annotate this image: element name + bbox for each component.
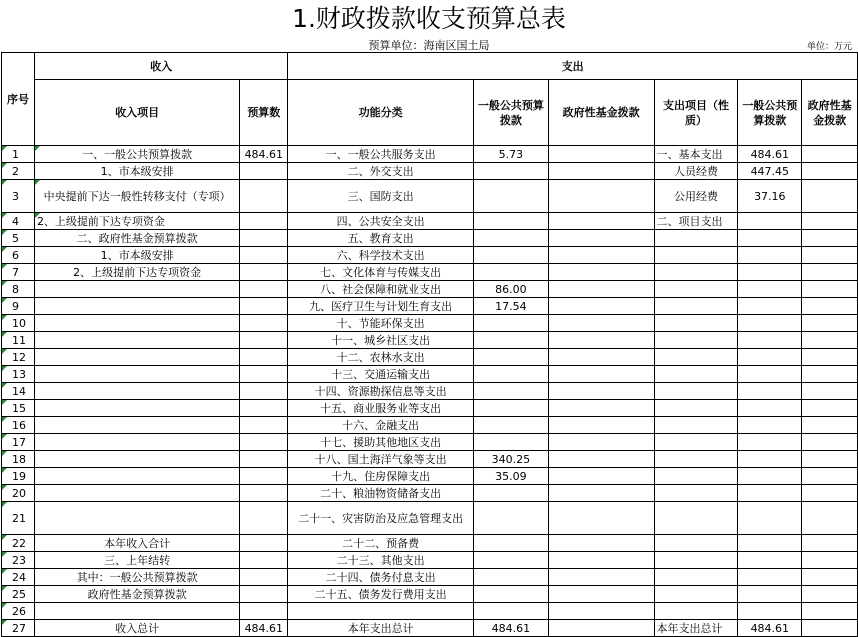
gov-fund-cell <box>548 146 654 163</box>
budget-amount-cell <box>240 586 288 603</box>
table-row <box>2 298 858 315</box>
row-seq-cell: 12 <box>2 349 35 366</box>
expense-item-cell <box>654 247 738 264</box>
general-public-cell <box>473 417 548 434</box>
table-row <box>2 180 858 213</box>
expense-general-cell <box>738 603 802 620</box>
income-item-cell <box>34 434 239 451</box>
income-item-cell <box>34 349 239 366</box>
row-seq-cell: 5 <box>2 230 35 247</box>
general-public-cell <box>473 366 548 383</box>
function-class-cell: 十、节能环保支出 <box>288 315 474 332</box>
expense-item-cell <box>654 603 738 620</box>
function-class-cell: 三、国防支出 <box>288 180 474 213</box>
gov-fund-cell <box>548 298 654 315</box>
budget-amount-cell <box>240 366 288 383</box>
gov-fund-cell <box>548 417 654 434</box>
general-public-cell <box>473 569 548 586</box>
expense-item-cell <box>654 366 738 383</box>
function-class-cell: 二十二、预备费 <box>288 535 474 552</box>
row-seq-cell: 11 <box>2 332 35 349</box>
general-public-cell <box>473 502 548 535</box>
table-row <box>2 502 858 535</box>
budget-amount-cell <box>240 502 288 535</box>
expense-item-cell <box>654 586 738 603</box>
expense-fund-cell <box>802 332 858 349</box>
table-row <box>2 569 858 586</box>
income-item-cell: 三、上年结转 <box>34 552 239 569</box>
expense-fund-cell <box>802 569 858 586</box>
expense-fund-cell <box>802 603 858 620</box>
expense-fund-cell <box>802 180 858 213</box>
row-seq-cell: 4 <box>2 213 35 230</box>
expense-fund-cell <box>802 264 858 281</box>
expense-general-cell: 484.61 <box>738 620 802 637</box>
income-item-cell: 1、市本级安排 <box>34 247 239 264</box>
table-row <box>2 366 858 383</box>
table-row <box>2 535 858 552</box>
gov-fund-cell <box>548 366 654 383</box>
income-item-cell: 2、上级提前下达专项资金 <box>34 213 239 230</box>
income-item-cell: 收入总计 <box>34 620 239 637</box>
header-row-2 <box>2 80 858 146</box>
expense-general-cell <box>738 569 802 586</box>
budget-amount-cell <box>240 434 288 451</box>
header-income-item: 收入项目 <box>34 80 239 146</box>
expense-fund-cell <box>802 552 858 569</box>
table-row <box>2 230 858 247</box>
expense-fund-cell <box>802 620 858 637</box>
header-income: 收入 <box>34 53 287 80</box>
expense-item-cell <box>654 332 738 349</box>
income-item-cell: 本年收入合计 <box>34 535 239 552</box>
header-function-class: 功能分类 <box>288 80 474 146</box>
expense-general-cell <box>738 535 802 552</box>
gov-fund-cell <box>548 586 654 603</box>
general-public-cell <box>473 247 548 264</box>
expense-fund-cell <box>802 485 858 502</box>
expense-item-cell <box>654 417 738 434</box>
function-class-cell: 五、教育支出 <box>288 230 474 247</box>
expense-item-cell <box>654 434 738 451</box>
row-seq-cell: 13 <box>2 366 35 383</box>
budget-amount-cell <box>240 230 288 247</box>
row-seq-cell: 16 <box>2 417 35 434</box>
expense-item-cell <box>654 230 738 247</box>
expense-fund-cell <box>802 366 858 383</box>
expense-fund-cell <box>802 535 858 552</box>
general-public-cell <box>473 434 548 451</box>
expense-item-cell: 人员经费 <box>654 163 738 180</box>
header-general-public-2: 一般公共预算拨款 <box>738 80 802 146</box>
table-row <box>2 264 858 281</box>
expense-general-cell <box>738 400 802 417</box>
expense-general-cell <box>738 366 802 383</box>
budget-amount-cell <box>240 180 288 213</box>
budget-amount-cell: 484.61 <box>240 620 288 637</box>
budget-amount-cell <box>240 264 288 281</box>
general-public-cell <box>473 535 548 552</box>
budget-amount-cell <box>240 247 288 264</box>
budget-amount-cell <box>240 535 288 552</box>
general-public-cell: 17.54 <box>473 298 548 315</box>
gov-fund-cell <box>548 400 654 417</box>
table-row <box>2 400 858 417</box>
table-row <box>2 620 858 637</box>
expense-fund-cell <box>802 146 858 163</box>
expense-item-cell <box>654 298 738 315</box>
budget-amount-cell <box>240 468 288 485</box>
income-item-cell <box>34 451 239 468</box>
function-class-cell: 十一、城乡社区支出 <box>288 332 474 349</box>
header-row-1 <box>2 53 858 80</box>
expense-fund-cell <box>802 417 858 434</box>
general-public-cell <box>473 552 548 569</box>
budget-amount-cell <box>240 281 288 298</box>
table-row <box>2 332 858 349</box>
expense-item-cell <box>654 349 738 366</box>
general-public-cell <box>473 163 548 180</box>
table-row <box>2 434 858 451</box>
income-item-cell <box>34 298 239 315</box>
expense-general-cell <box>738 417 802 434</box>
function-class-cell: 二、外交支出 <box>288 163 474 180</box>
general-public-cell: 86.00 <box>473 281 548 298</box>
header-gov-fund-2: 政府性基金拨款 <box>802 80 858 146</box>
row-seq-cell: 21 <box>2 502 35 535</box>
expense-fund-cell <box>802 451 858 468</box>
gov-fund-cell <box>548 502 654 535</box>
function-class-cell: 十二、农林水支出 <box>288 349 474 366</box>
gov-fund-cell <box>548 485 654 502</box>
expense-general-cell <box>738 264 802 281</box>
income-item-cell <box>34 417 239 434</box>
row-seq-cell: 3 <box>2 180 35 213</box>
expense-general-cell <box>738 281 802 298</box>
expense-general-cell <box>738 586 802 603</box>
expense-fund-cell <box>802 230 858 247</box>
function-class-cell: 十七、援助其他地区支出 <box>288 434 474 451</box>
expense-item-cell: 本年支出总计 <box>654 620 738 637</box>
budget-amount-cell <box>240 552 288 569</box>
expense-fund-cell <box>802 298 858 315</box>
general-public-cell <box>473 349 548 366</box>
table-row <box>2 451 858 468</box>
function-class-cell: 十五、商业服务业等支出 <box>288 400 474 417</box>
expense-fund-cell <box>802 468 858 485</box>
expense-general-cell <box>738 298 802 315</box>
gov-fund-cell <box>548 332 654 349</box>
general-public-cell <box>473 485 548 502</box>
gov-fund-cell <box>548 180 654 213</box>
income-item-cell <box>34 485 239 502</box>
income-item-cell: 政府性基金预算拨款 <box>34 586 239 603</box>
expense-general-cell: 37.16 <box>738 180 802 213</box>
gov-fund-cell <box>548 247 654 264</box>
expense-fund-cell <box>802 247 858 264</box>
expense-general-cell <box>738 349 802 366</box>
expense-fund-cell <box>802 315 858 332</box>
row-seq-cell: 6 <box>2 247 35 264</box>
budget-amount-cell <box>240 569 288 586</box>
function-class-cell: 四、公共安全支出 <box>288 213 474 230</box>
general-public-cell <box>473 400 548 417</box>
expense-fund-cell <box>802 349 858 366</box>
income-item-cell: 其中：一般公共预算拨款 <box>34 569 239 586</box>
gov-fund-cell <box>548 230 654 247</box>
gov-fund-cell <box>548 603 654 620</box>
general-public-cell <box>473 230 548 247</box>
general-public-cell <box>473 264 548 281</box>
function-class-cell <box>288 603 474 620</box>
budget-amount-cell <box>240 213 288 230</box>
expense-item-cell <box>654 264 738 281</box>
income-item-cell: 二、政府性基金预算拨款 <box>34 230 239 247</box>
gov-fund-cell <box>548 552 654 569</box>
table-row <box>2 417 858 434</box>
income-item-cell: 一、一般公共预算拨款 <box>34 146 239 163</box>
expense-item-cell: 一、基本支出 <box>654 146 738 163</box>
budget-amount-cell <box>240 400 288 417</box>
header-general-public: 一般公共预算拨款 <box>473 80 548 146</box>
function-class-cell: 二十一、灾害防治及应急管理支出 <box>288 502 474 535</box>
row-seq-cell: 1 <box>2 146 35 163</box>
row-seq-cell: 2 <box>2 163 35 180</box>
general-public-cell <box>473 213 548 230</box>
header-budget-amount: 预算数 <box>240 80 288 146</box>
expense-item-cell: 公用经费 <box>654 180 738 213</box>
table-row <box>2 383 858 400</box>
income-item-cell: 2、上级提前下达专项资金 <box>34 264 239 281</box>
income-item-cell <box>34 332 239 349</box>
expense-general-cell <box>738 451 802 468</box>
function-class-cell: 六、科学技术支出 <box>288 247 474 264</box>
budget-table <box>1 52 858 637</box>
general-public-cell <box>473 332 548 349</box>
gov-fund-cell <box>548 434 654 451</box>
row-seq-cell: 10 <box>2 315 35 332</box>
general-public-cell: 35.09 <box>473 468 548 485</box>
row-seq-cell: 14 <box>2 383 35 400</box>
income-item-cell <box>34 468 239 485</box>
function-class-cell: 九、医疗卫生与计划生育支出 <box>288 298 474 315</box>
general-public-cell <box>473 383 548 400</box>
expense-item-cell <box>654 400 738 417</box>
table-row <box>2 213 858 230</box>
gov-fund-cell <box>548 383 654 400</box>
expense-fund-cell <box>802 213 858 230</box>
table-row <box>2 163 858 180</box>
budget-amount-cell <box>240 298 288 315</box>
expense-item-cell <box>654 485 738 502</box>
expense-fund-cell <box>802 434 858 451</box>
header-expense: 支出 <box>288 53 858 80</box>
expense-item-cell <box>654 468 738 485</box>
gov-fund-cell <box>548 468 654 485</box>
row-seq-cell: 20 <box>2 485 35 502</box>
table-row <box>2 146 858 163</box>
expense-item-cell <box>654 535 738 552</box>
income-item-cell: 1、市本级安排 <box>34 163 239 180</box>
budget-unit: 预算单位：海南区国土局 <box>368 39 490 52</box>
header-expense-item: 支出项目（性质） <box>654 80 738 146</box>
gov-fund-cell <box>548 451 654 468</box>
expense-general-cell <box>738 213 802 230</box>
row-seq-cell: 22 <box>2 535 35 552</box>
general-public-cell <box>473 586 548 603</box>
expense-general-cell: 447.45 <box>738 163 802 180</box>
gov-fund-cell <box>548 213 654 230</box>
budget-amount-cell <box>240 349 288 366</box>
budget-amount-cell <box>240 163 288 180</box>
function-class-cell: 一、一般公共服务支出 <box>288 146 474 163</box>
income-item-cell <box>34 502 239 535</box>
expense-fund-cell <box>802 281 858 298</box>
table-row <box>2 349 858 366</box>
table-row <box>2 247 858 264</box>
table-row <box>2 586 858 603</box>
expense-general-cell <box>738 230 802 247</box>
expense-item-cell <box>654 552 738 569</box>
row-seq-cell: 8 <box>2 281 35 298</box>
function-class-cell: 本年支出总计 <box>288 620 474 637</box>
expense-item-cell <box>654 451 738 468</box>
income-item-cell <box>34 603 239 620</box>
function-class-cell: 八、社会保障和就业支出 <box>288 281 474 298</box>
budget-amount-cell <box>240 485 288 502</box>
budget-amount-cell <box>240 417 288 434</box>
function-class-cell: 十九、住房保障支出 <box>288 468 474 485</box>
function-class-cell: 二十五、债务发行费用支出 <box>288 586 474 603</box>
function-class-cell: 二十、粮油物资储备支出 <box>288 485 474 502</box>
row-seq-cell: 23 <box>2 552 35 569</box>
row-seq-cell: 27 <box>2 620 35 637</box>
row-seq-cell: 24 <box>2 569 35 586</box>
gov-fund-cell <box>548 163 654 180</box>
general-public-cell: 5.73 <box>473 146 548 163</box>
header-gov-fund: 政府性基金拨款 <box>548 80 654 146</box>
expense-general-cell <box>738 315 802 332</box>
expense-item-cell <box>654 502 738 535</box>
expense-fund-cell <box>802 163 858 180</box>
general-public-cell <box>473 603 548 620</box>
row-seq-cell: 19 <box>2 468 35 485</box>
row-seq-cell: 18 <box>2 451 35 468</box>
gov-fund-cell <box>548 315 654 332</box>
income-item-cell <box>34 281 239 298</box>
budget-amount-cell <box>240 332 288 349</box>
budget-amount-cell: 484.61 <box>240 146 288 163</box>
expense-general-cell <box>738 247 802 264</box>
general-public-cell <box>473 180 548 213</box>
expense-fund-cell <box>802 502 858 535</box>
table-row <box>2 603 858 620</box>
income-item-cell <box>34 315 239 332</box>
row-seq-cell: 9 <box>2 298 35 315</box>
table-title: 1.财政拨款收支预算总表 <box>292 4 566 33</box>
expense-fund-cell <box>802 586 858 603</box>
expense-general-cell <box>738 502 802 535</box>
expense-general-cell <box>738 383 802 400</box>
table-row <box>2 485 858 502</box>
gov-fund-cell <box>548 569 654 586</box>
amount-unit: 单位：万元 <box>806 42 852 52</box>
expense-general-cell <box>738 485 802 502</box>
expense-item-cell <box>654 569 738 586</box>
function-class-cell: 十三、交通运输支出 <box>288 366 474 383</box>
budget-amount-cell <box>240 315 288 332</box>
expense-fund-cell <box>802 383 858 400</box>
budget-amount-cell <box>240 383 288 400</box>
table-row <box>2 552 858 569</box>
income-item-cell <box>34 366 239 383</box>
income-item-cell: 中央提前下达一般性转移支付（专项） <box>34 180 239 213</box>
expense-general-cell <box>738 332 802 349</box>
row-seq-cell: 15 <box>2 400 35 417</box>
expense-item-cell <box>654 281 738 298</box>
table-row <box>2 468 858 485</box>
general-public-cell: 484.61 <box>473 620 548 637</box>
function-class-cell: 十八、国土海洋气象等支出 <box>288 451 474 468</box>
general-public-cell <box>473 315 548 332</box>
function-class-cell: 七、文化体育与传媒支出 <box>288 264 474 281</box>
general-public-cell: 340.25 <box>473 451 548 468</box>
gov-fund-cell <box>548 535 654 552</box>
table-row <box>2 281 858 298</box>
expense-general-cell <box>738 468 802 485</box>
unit-bar <box>0 36 858 52</box>
function-class-cell: 二十四、债务付息支出 <box>288 569 474 586</box>
table-row <box>2 315 858 332</box>
header-seq: 序号 <box>2 53 35 146</box>
expense-item-cell: 二、项目支出 <box>654 213 738 230</box>
gov-fund-cell <box>548 620 654 637</box>
row-seq-cell: 7 <box>2 264 35 281</box>
function-class-cell: 十四、资源勘探信息等支出 <box>288 383 474 400</box>
function-class-cell: 十六、金融支出 <box>288 417 474 434</box>
expense-general-cell <box>738 552 802 569</box>
expense-general-cell <box>738 434 802 451</box>
row-seq-cell: 25 <box>2 586 35 603</box>
row-seq-cell: 17 <box>2 434 35 451</box>
row-seq-cell: 26 <box>2 603 35 620</box>
budget-amount-cell <box>240 451 288 468</box>
expense-item-cell <box>654 383 738 400</box>
expense-fund-cell <box>802 400 858 417</box>
income-item-cell <box>34 383 239 400</box>
budget-amount-cell <box>240 603 288 620</box>
function-class-cell: 二十三、其他支出 <box>288 552 474 569</box>
gov-fund-cell <box>548 281 654 298</box>
expense-item-cell <box>654 315 738 332</box>
expense-general-cell: 484.61 <box>738 146 802 163</box>
gov-fund-cell <box>548 349 654 366</box>
income-item-cell <box>34 400 239 417</box>
gov-fund-cell <box>548 264 654 281</box>
